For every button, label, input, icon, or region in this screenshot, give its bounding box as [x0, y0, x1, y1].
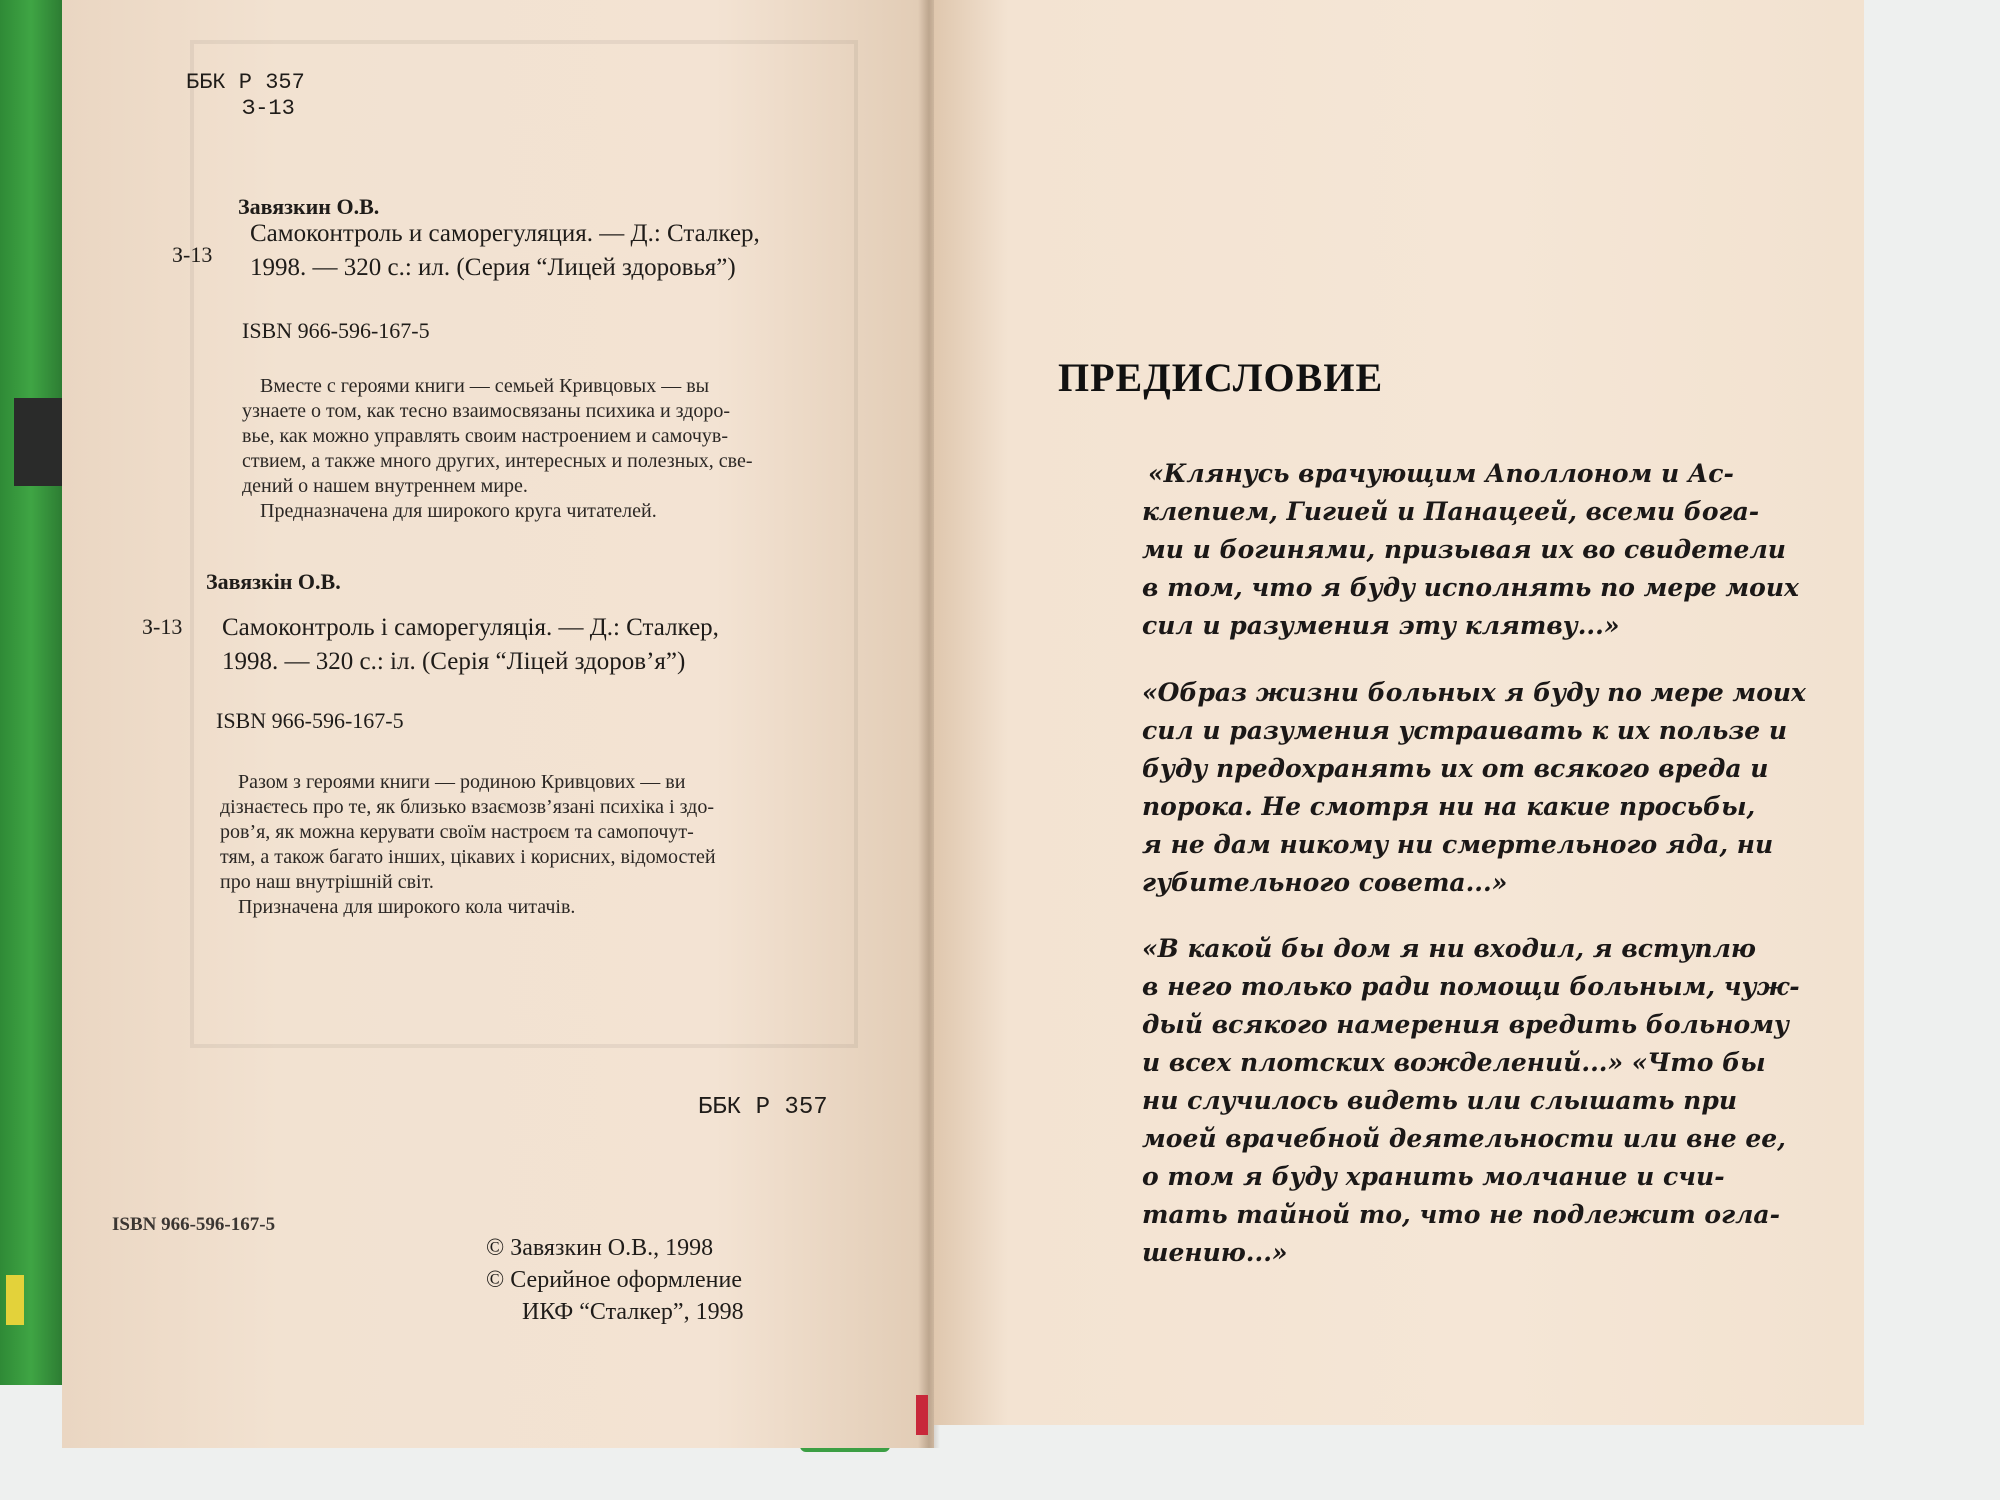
ru-annotation-line: узнаете о том, как тесно взаимосвязаны психика и здоро- — [242, 400, 731, 422]
quote-line: буду предохранять их от всякого вреда и — [1142, 754, 1769, 783]
uk-title-line: Самоконтроль і саморегуляція. — Д.: Сталкер, — [222, 614, 719, 641]
quote-line: ни случилось видеть или слышать при — [1142, 1086, 1737, 1115]
ru-title — [250, 217, 760, 285]
ru-annotation-line: ствием, а также много других, интересных и полезных, све- — [242, 450, 753, 472]
bbk-bottom: ББК Р 357 — [698, 1094, 828, 1121]
book-cover-edge — [0, 0, 62, 1385]
quote-line: сил и разумения устраивать к их пользе и — [1142, 716, 1788, 745]
quote-line: шению...» — [1142, 1238, 1288, 1267]
uk-annotation-line: дізнаєтесь про те, як близько взаємозв’язані психіка і здо- — [220, 796, 714, 818]
uk-annotation-line: про наш внутрішній світ. — [220, 871, 434, 893]
ru-audience: Предназначена для широкого круга читателей. — [260, 500, 657, 522]
quote-line: «Образ жизни больных я буду по мере моих — [1142, 678, 1806, 707]
uk-isbn: ISBN 966-596-167-5 — [216, 708, 404, 733]
uk-annotation — [220, 770, 716, 920]
uk-title — [222, 611, 719, 679]
isbn-bottom: ISBN 966-596-167-5 — [112, 1214, 276, 1235]
quote-line: моей врачебной деятельности или вне ее, — [1142, 1124, 1786, 1153]
author-sign: З-13 — [242, 96, 295, 121]
copyright-line: © Серийное оформление — [486, 1267, 743, 1293]
quote-line: порока. Не смотря ни на какие просьбы, — [1142, 792, 1756, 821]
ru-annotation — [242, 374, 753, 524]
ru-title-line: 1998. — 320 с.: ил. (Серия “Лицей здоровья”) — [250, 254, 736, 281]
right-page — [934, 0, 1864, 1425]
quote-line: я не дам никому ни смертельного яда, ни — [1142, 830, 1774, 859]
bookmark-ribbon — [916, 1395, 928, 1435]
left-page — [62, 0, 934, 1448]
cover-yellow-band — [6, 1275, 24, 1325]
quote-line: дый всякого намерения вредить больному — [1142, 1010, 1789, 1039]
uk-annotation-line: ров’я, як можна керувати своїм настроєм та самопочут- — [220, 821, 694, 843]
quote-confidentiality — [1142, 930, 1800, 1272]
copyright-block — [486, 1232, 744, 1328]
ru-annotation-line: дений о нашем внутреннем мире. — [242, 475, 528, 497]
uk-audience: Призначена для широкого кола читачів. — [238, 896, 576, 918]
ru-annotation-line: Вместе с героями книги — семьей Кривцовых — вы — [260, 375, 710, 397]
quote-line: в него только ради помощи больным, чуж- — [1142, 972, 1800, 1001]
copyright-line: © Завязкин О.В., 1998 — [486, 1235, 714, 1261]
uk-author: Завязкін О.В. — [206, 569, 341, 594]
quote-line: о том я буду хранить молчание и счи- — [1142, 1162, 1725, 1191]
uk-annotation-line: Разом з героями книги — родиною Кривцових — ви — [238, 771, 686, 793]
uk-title-line: 1998. — 320 с.: іл. (Серія “Ліцей здоров’я”) — [222, 648, 686, 675]
ru-author: Завязкин О.В. — [238, 194, 380, 219]
quote-line: в том, что я буду исполнять по мере моих — [1142, 573, 1799, 602]
quote-line: сил и разумения эту клятву...» — [1142, 611, 1620, 640]
uk-code: З-13 — [142, 614, 183, 639]
ru-code: З-13 — [172, 242, 213, 267]
cover-dark-band — [14, 398, 62, 486]
quote-line: «В какой бы дом я ни входил, я вступлю — [1142, 934, 1756, 963]
quote-line: тать тайной то, что не подлежит огла- — [1142, 1200, 1781, 1229]
quote-line: и всех плотских вожделений...» «Что бы — [1142, 1048, 1766, 1077]
ru-title-line: Самоконтроль и саморегуляция. — Д.: Сталкер, — [250, 220, 760, 247]
quote-line: ми и богинями, призывая их во свидетели — [1142, 535, 1786, 564]
uk-annotation-line: тям, а також багато інших, цікавих і корисних, відомостей — [220, 846, 716, 868]
preface-heading: ПРЕДИСЛОВИЕ — [1058, 355, 1384, 400]
classification-block — [186, 70, 305, 122]
quote-patient-care — [1142, 674, 1806, 902]
ru-annotation-line: вье, как можно управлять своим настроением и самочув- — [242, 425, 728, 447]
bbk-code: ББК Р 357 — [186, 70, 305, 95]
quote-line: «Клянусь врачующим Аполлоном и Ас- — [1148, 459, 1734, 488]
quote-line: губительного совета...» — [1142, 868, 1508, 897]
copyright-line: ИКФ “Сталкер”, 1998 — [522, 1299, 744, 1325]
ru-isbn: ISBN 966-596-167-5 — [242, 318, 430, 343]
quote-line: клепием, Гигией и Панацеей, всеми бога- — [1142, 497, 1760, 526]
quote-oath-intro — [1142, 455, 1799, 645]
